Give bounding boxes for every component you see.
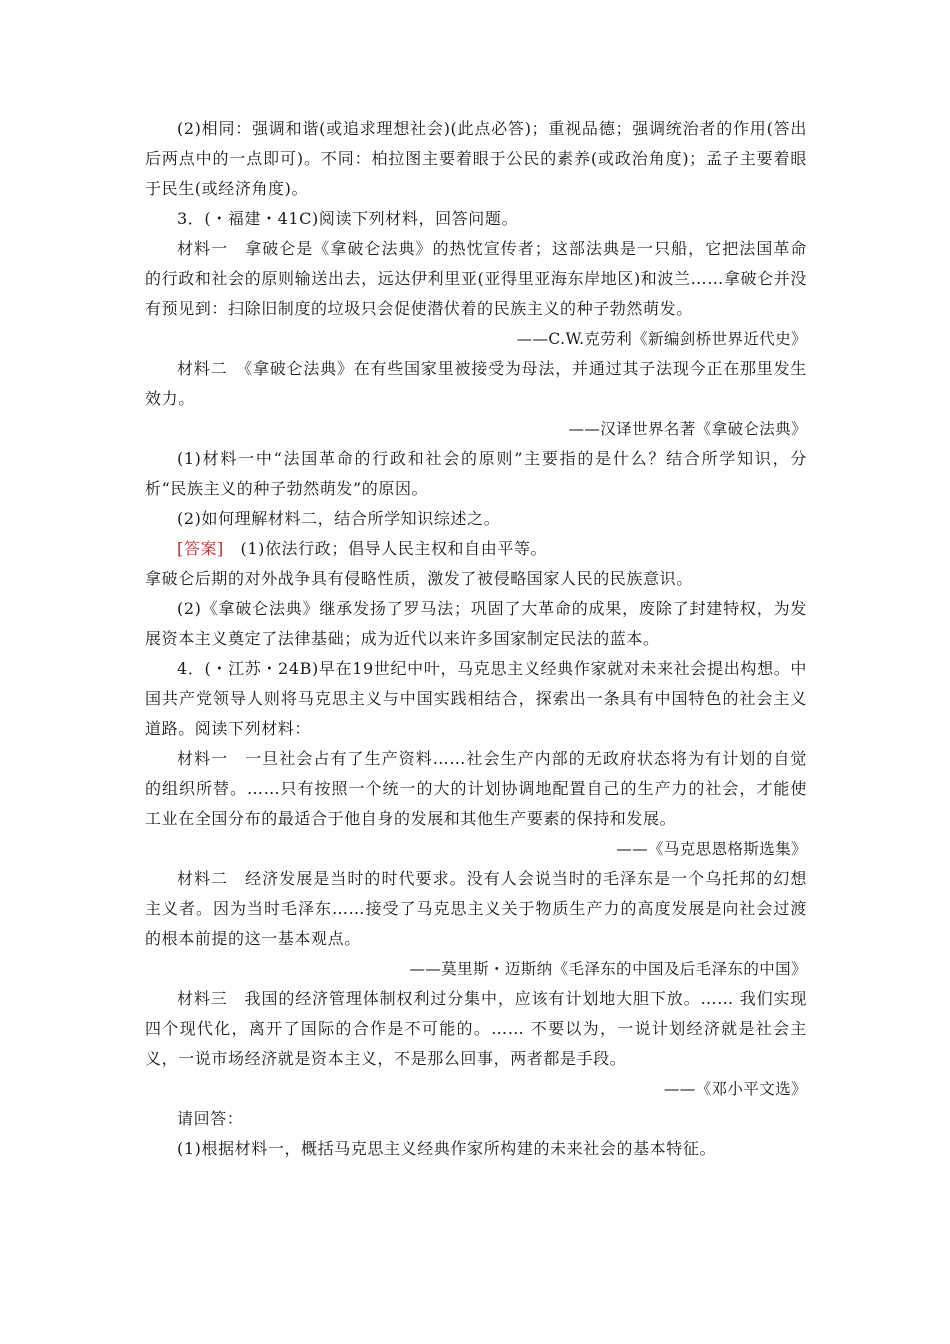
answer-paragraph-3: (2)《拿破仑法典》继承发扬了罗马法；巩固了大革命的成果，废除了封建特权，为发展资本主义奠定了法律基础；成为近代以来许多国家制定民法的蓝本。 (145, 599, 807, 648)
q4-material-3-source: ——《邓小平文选》 (663, 1080, 807, 1098)
answer-line-2: 拿破仑后期的对外战争具有侵略性质，激发了被侵略国家人民的民族意识。 (145, 569, 693, 588)
answer-line-1 (145, 534, 807, 564)
please-answer-label: 请回答： (177, 1109, 244, 1128)
material-1-source: ——C.W.克劳利《新编剑桥世界近代史》 (516, 330, 807, 348)
material-2-source: ——汉译世界名著《拿破仑法典》 (568, 420, 807, 438)
material-2-text: 材料二 《拿破仑法典》在有些国家里被接受为母法，并通过其子法现今正在那里发生效力。 (145, 359, 807, 408)
material-1-text: 材料一 拿破仑是《拿破仑法典》的热忱宣传者；这部法典是一只船，它把法国革命的行政和社会的原则输送出去，远达伊利里亚(亚得里亚海东岸地区)和波兰……拿破仑并没有预见到：扫除旧制度的垃圾只会促使潜伏着的民族主义的种子勃然萌发。 (145, 239, 807, 318)
question-3-heading: 3．(・福建・41C)阅读下列材料，回答问题。 (177, 209, 519, 228)
q4-material-1-source: ——《马克思恩格斯选集》 (616, 840, 807, 858)
q4-material-2-text: 材料二 经济发展是当时的时代要求。没有人会说当时的毛泽东是一个乌托邦的幻想主义者。因为当时毛泽东……接受了马克思主义关于物质生产力的高度发展是向社会过渡的根本前提的这一基本观点。 (145, 869, 807, 948)
sub-question-2: (2)如何理解材料二，结合所学知识综述之。 (177, 509, 501, 528)
q4-material-1-text: 材料一 一旦社会占有了生产资料……社会生产内部的无政府状态将为有计划的自觉的组织所替。……只有按照一个统一的大的计划协调地配置自己的生产力的社会，才能使工业在全国分布的最适合于他自身的发展和其他生产要素的保持和发展。 (145, 749, 807, 828)
answer-text-1: (1)依法行政；倡导人民主权和自由平等。 (223, 539, 548, 558)
question-4-heading: 4．(・江苏・24B)早在19世纪中叶，马克思主义经典作家就对未来社会提出构想。中国共产党领导人则将马克思主义与中国实践相结合，探索出一条具有中国特色的社会主义道路。阅读下列材料： (145, 659, 807, 738)
sub-question-1: (1)材料一中“法国革命的行政和社会的原则”主要指的是什么？结合所学知识，分析“民族主义的种子勃然萌发”的原因。 (145, 449, 807, 498)
q4-sub-question-1: (1)根据材料一，概括马克思主义经典作家所构建的未来社会的基本特征。 (177, 1139, 717, 1158)
q4-material-3-text: 材料三 我国的经济管理体制权利过分集中，应该有计划地大胆下放。…… 我们实现四个现代化，离开了国际的合作是不可能的。…… 不要以为，一说计划经济就是社会主义，一说市场经济就是资本主义，不是那么回事，两者都是手段。 (145, 989, 807, 1068)
document-body (145, 114, 807, 1164)
answer-tag: [答案] (177, 539, 224, 558)
q4-material-2-source: ——莫里斯・迈斯纳《毛泽东的中国及后毛泽东的中国》 (409, 960, 807, 978)
answer-paragraph-2: (2)相同：强调和谐(或追求理想社会)(此点必答)；重视品德；强调统治者的作用(答出后两点中的一点即可)。不同：柏拉图主要着眼于公民的素养(或政治角度)；孟子主要着眼于民生(或经济角度)。 (145, 119, 807, 198)
